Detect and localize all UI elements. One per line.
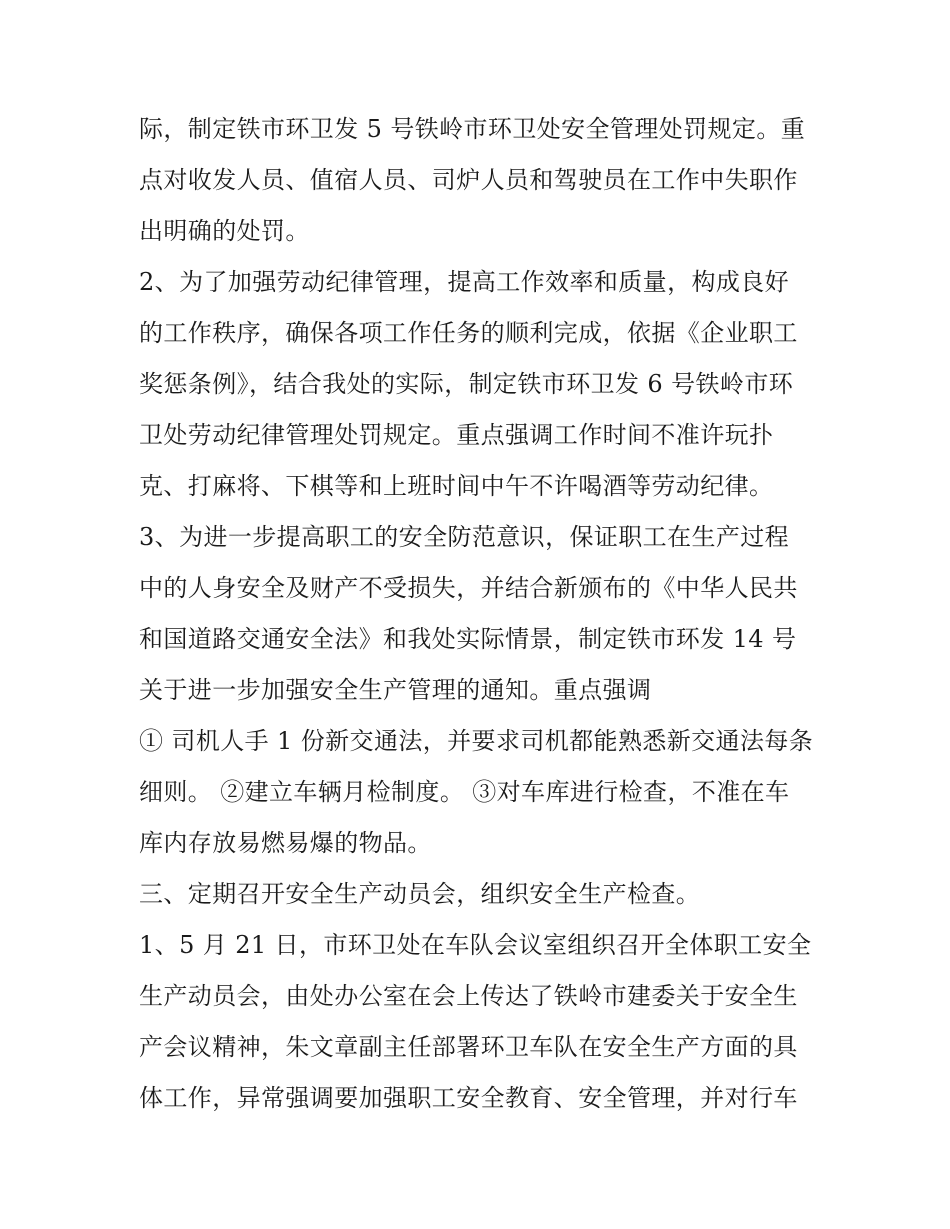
text-line: 2、为了加强劳动纪律管理，提高工作效率和质量，构成良好 <box>139 268 790 296</box>
text-line: 3、为进一步提高职工的安全防范意识，保证职工在生产过程 <box>139 523 790 551</box>
text-line: 卫处劳动纪律管理处罚规定。重点强调工作时间不准许玩扑 <box>139 421 774 449</box>
text-line: 中的人身安全及财产不受损失，并结合新颁布的《中华人民共 <box>139 574 798 602</box>
text-line: 奖惩条例》，结合我处的实际，制定铁市环卫发 6 号铁岭市环 <box>139 370 794 398</box>
document-body <box>139 104 819 1124</box>
text-line: ① 司机人手 1 份新交通法，并要求司机都能熟悉新交通法每条 <box>139 727 814 755</box>
text-line: 生产动员会，由处办公室在会上传达了铁岭市建委关于安全生 <box>139 982 798 1010</box>
text-line: 产会议精神，朱文章副主任部署环卫车队在安全生产方面的具 <box>139 1033 798 1061</box>
text-line: 的工作秩序，确保各项工作任务的顺利完成，依据《企业职工 <box>139 319 798 347</box>
text-line: 点对收发人员、值宿人员、司炉人员和驾驶员在工作中失职作 <box>139 166 798 194</box>
text-line: 关于进一步加强安全生产管理的通知。重点强调 <box>139 676 652 704</box>
text-line: 1、5 月 21 日，市环卫处在车队会议室组织召开全体职工安全 <box>139 931 812 959</box>
text-line: 克、打麻将、下棋等和上班时间中午不许喝酒等劳动纪律。 <box>139 472 774 500</box>
text-line: 和国道路交通安全法》和我处实际情景，制定铁市环发 14 号 <box>139 625 797 653</box>
text-line: 库内存放易燃易爆的物品。 <box>139 829 432 857</box>
text-line: 出明确的处罚。 <box>139 217 310 245</box>
text-line: 体工作，异常强调要加强职工安全教育、安全管理，并对行车 <box>139 1084 798 1112</box>
text-line: 细则。 ②建立车辆月检制度。 ③对车库进行检查，不准在车 <box>139 778 790 806</box>
text-line: 三、定期召开安全生产动员会，组织安全生产检查。 <box>139 880 701 908</box>
text-line: 际，制定铁市环卫发 5 号铁岭市环卫处安全管理处罚规定。重 <box>139 115 806 143</box>
